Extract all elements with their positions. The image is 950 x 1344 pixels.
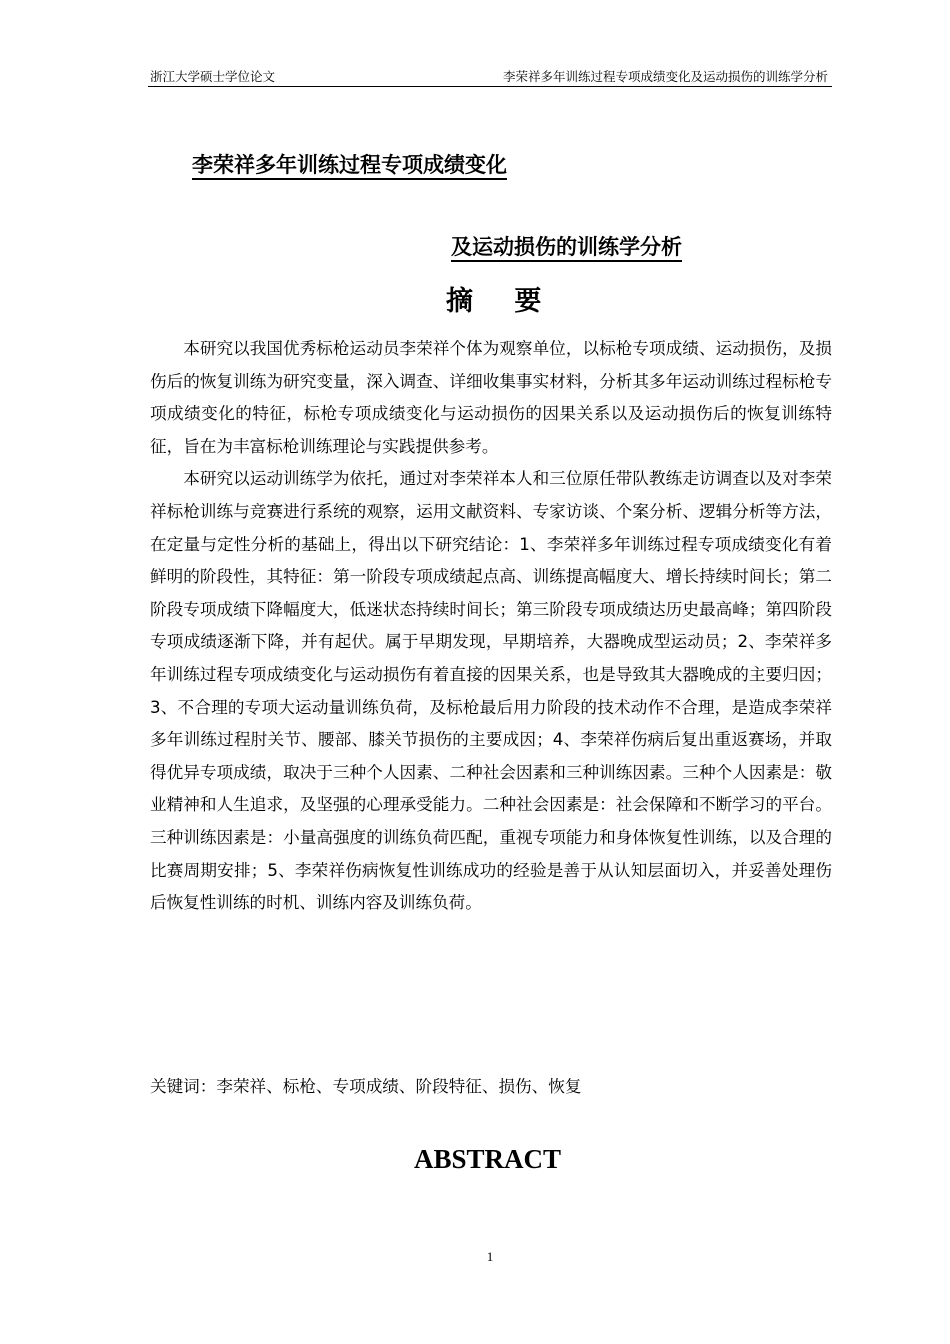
abstract-paragraph: 本研究以运动训练学为依托，通过对李荣祥本人和三位原任带队教练走访调查以及对李荣祥标枪训练与竞赛进行系统的观察，运用文献资料、专家访谈、个案分析、逻辑分析等方法，在定量与定性分析的基础上，得出以下研究结论：1、李荣祥多年训练过程专项成绩变化有着鲜明的阶段性，其特征：第一阶段专项成绩起点高、训练提高幅度大、增长持续时间长；第二阶段专项成绩下降幅度大，低迷状态持续时间长；第三阶段专项成绩达历史最高峰；第四阶段专项成绩逐渐下降，并有起伏。属于早期发现，早期培养，大器晚成型运动员；2、李荣祥多年训练过程专项成绩变化与运动损伤有着直接的因果关系，也是导致其大器晚成的主要归因；3、不合理的专项大运动量训练负荷，及标枪最后用力阶段的技术动作不合理，是造成李荣祥多年训练过程肘关节、腰部、膝关节损伤的主要成因；4、李荣祥伤病后复出重返赛场，并取得优异专项成绩，取决于三种个人因素、二种社会因素和三种训练因素。三种个人因素是：敬业精神和人生追求，及坚强的心理承受能力。二种社会因素是：社会保障和不断学习的平台。三种训练因素是：小量高强度的训练负荷匹配，重视专项能力和身体恢复性训练，以及合理的比赛周期安排；5、李荣祥伤病恢复性训练成功的经验是善于从认知层面切入，并妥善处理伤后恢复性训练的时机、训练内容及训练负荷。	[150, 469, 832, 913]
thesis-title-line-2: 及运动损伤的训练学分析	[451, 235, 682, 259]
keywords-line	[150, 1073, 581, 1097]
keywords-value: 李荣祥、标枪、专项成绩、阶段特征、损伤、恢复	[216, 1077, 582, 1096]
header-thesis-title: 李荣祥多年训练过程专项成绩变化及运动损伤的训练学分析	[502, 69, 828, 84]
keywords-label: 关键词：	[150, 1077, 217, 1096]
page-number: 1	[486, 1249, 494, 1264]
thesis-title-line-1: 李荣祥多年训练过程专项成绩变化	[192, 153, 507, 177]
abstract-paragraph: 本研究以我国优秀标枪运动员李荣祥个体为观察单位，以标枪专项成绩、运动损伤，及损伤后的恢复训练为研究变量，深入调查、详细收集事实材料，分析其多年运动训练过程标枪专项成绩变化的特征，标枪专项成绩变化与运动损伤的因果关系以及运动损伤后的恢复训练特征，旨在为丰富标枪训练理论与实践提供参考。	[150, 339, 832, 456]
running-header	[148, 66, 832, 87]
abstract-body	[150, 333, 832, 920]
header-thesis-type: 浙江大学硕士学位论文	[150, 69, 276, 84]
english-abstract-heading: ABSTRACT	[413, 1144, 562, 1174]
abstract-heading: 摘 要	[446, 286, 558, 317]
